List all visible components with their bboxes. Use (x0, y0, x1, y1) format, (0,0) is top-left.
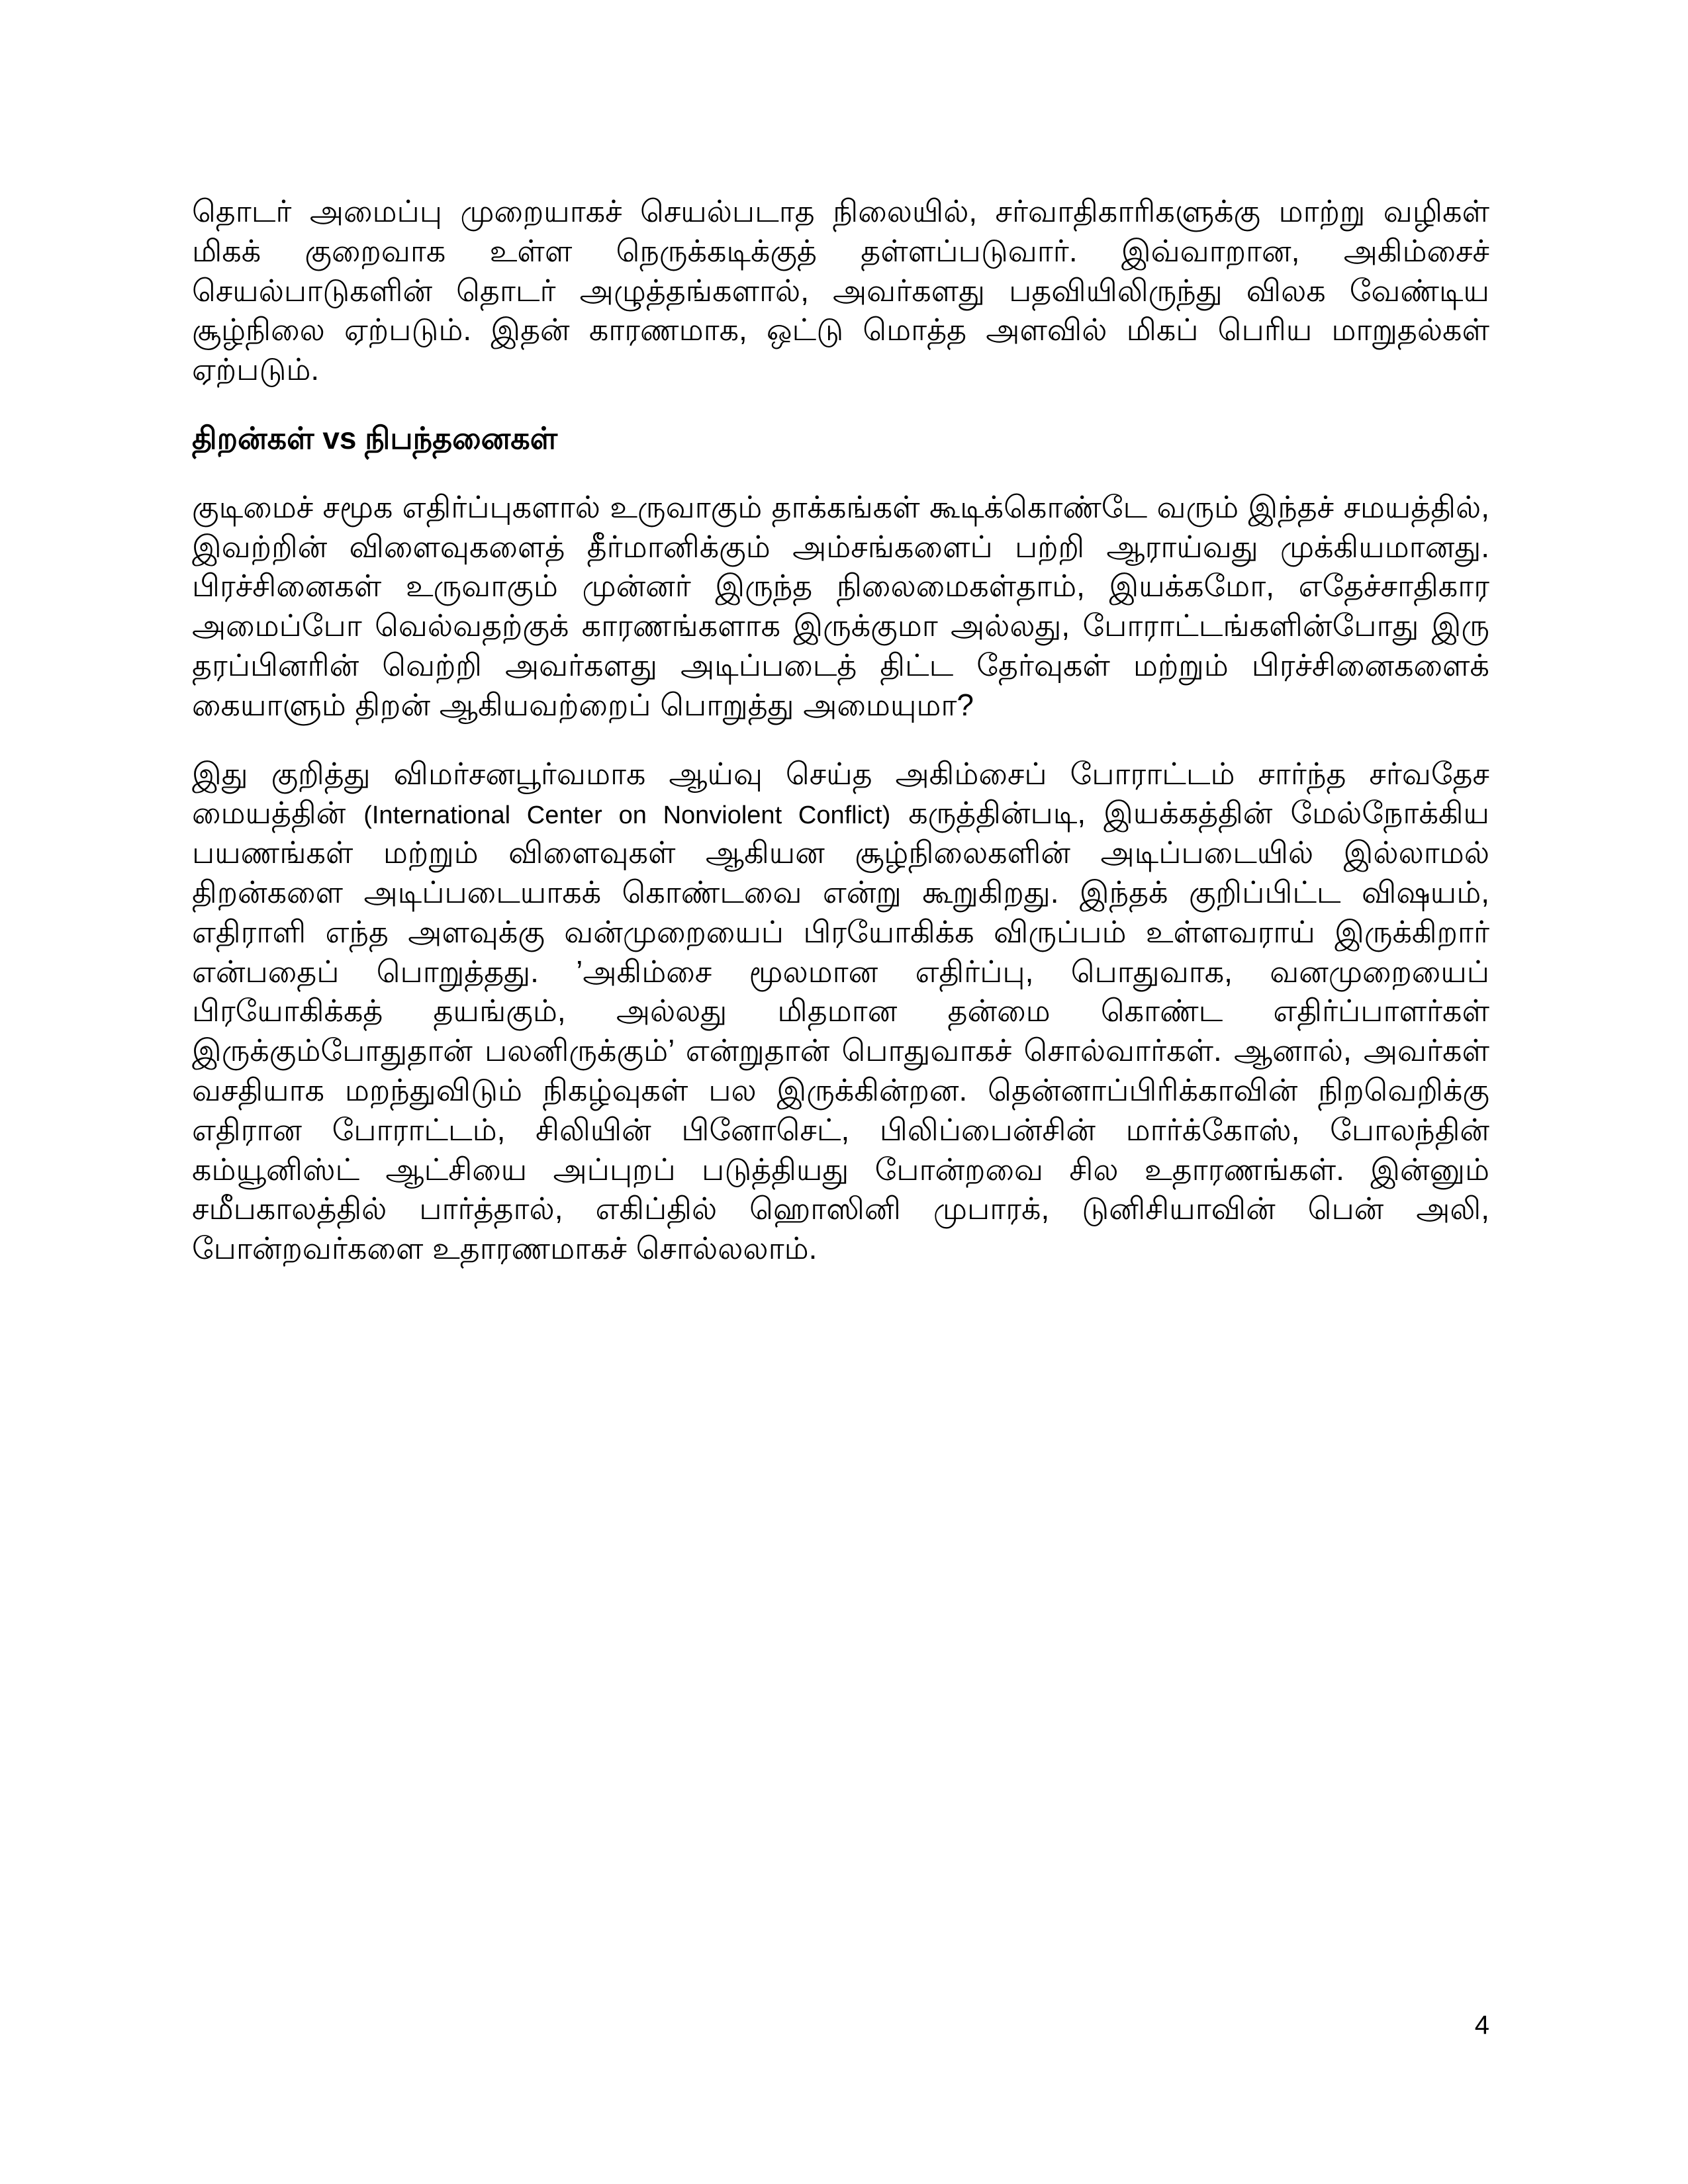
section-heading-skills-vs-conditions: திறன்கள் vs நிபந்தனைகள் (192, 420, 558, 455)
organization-name-latin: (International Center on Nonviolent Conflict) (363, 801, 891, 830)
paragraph-text-before-citation: இது குறித்து விமர்சனபூர்வமாக ஆய்வு செய்த அகிம்சைப் போராட்டம் சார்ந்த சர்வதேச மையத்தின் (192, 756, 1489, 831)
paragraph-icnc-analysis (192, 754, 1489, 1269)
document-body (192, 192, 1489, 1269)
paragraph-text-after-citation: கருத்தின்படி, இயக்கத்தின் மேல்நோக்கிய பயணங்கள் மற்றும் விளைவுகள் ஆகியன சூழ்நிலைகளின் அடிப்படையில் இல்லாமல் திறன்களை அடிப்படையாகக் கொண்டவை என்று கூறுகிறது. இந்தக் குறிப்பிட்ட விஷயம், எதிராளி எந்த அளவுக்கு வன்முறையைப் பிரயோகிக்க விருப்பம் உள்ளவராய் இருக்கிறார் என்பதைப் பொறுத்தது. ’அகிம்சை மூலமான எதிர்ப்பு, பொதுவாக, வனமுறையைப் பிரயோகிக்கத் தயங்கும், அல்லது மிதமான தன்மை கொண்ட எதிர்ப்பாளர்கள் இருக்கும்போதுதான் பலனிருக்கும்’ என்றுதான் பொதுவாகச் சொல்வார்கள். ஆனால், அவர்கள் வசதியாக மறந்துவிடும் நிகழ்வுகள் பல இருக்கின்றன. தென்னாப்பிரிக்காவின் நிறவெறிக்கு எதிரான போராட்டம், சிலியின் பினோசெட், பிலிப்பைன்சின் மார்க்கோஸ், போலந்தின் கம்யூனிஸ்ட் ஆட்சியை அப்புறப் படுத்தியது போன்றவை சில உதாரணங்கள். இன்னும் சமீபகாலத்தில் பார்த்தால், எகிப்தில் ஹொஸினி முபாரக், டுனிசியாவின் பென் அலி, போன்றவர்களை உதாரணமாகச் சொல்லலாம். (192, 796, 1489, 1266)
paragraph-impacts: குடிமைச் சமூக எதிர்ப்புகளால் உருவாகும் தாக்கங்கள் கூடிக்கொண்டே வரும் இந்தச் சமயத்தில், இவற்றின் விளைவுகளைத் தீர்மானிக்கும் அம்சங்களைப் பற்றி ஆராய்வது முக்கியமானது. பிரச்சினைகள் உருவாகும் முன்னர் இருந்த நிலைமைகள்தாம், இயக்கமோ, எதேச்சாதிகார அமைப்போ வெல்வதற்குக் காரணங்களாக இருக்குமா அல்லது, போராட்டங்களின்போது இரு தரப்பினரின் வெற்றி அவர்களது அடிப்படைத் திட்ட தேர்வுகள் மற்றும் பிரச்சினைகளைக் கையாளும் திறன் ஆகியவற்றைப் பொறுத்து அமையுமா? (192, 489, 1489, 722)
paragraph-continuation: தொடர் அமைப்பு முறையாகச் செயல்படாத நிலையில், சர்வாதிகாரிகளுக்கு மாற்று வழிகள் மிகக் குறைவாக உள்ள நெருக்கடிக்குத் தள்ளப்படுவார். இவ்வாறான, அகிம்சைச் செயல்பாடுகளின் தொடர் அழுத்தங்களால், அவர்களது பதவியிலிருந்து விலக வேண்டிய சூழ்நிலை ஏற்படும். இதன் காரணமாக, ஒட்டு மொத்த அளவில் மிகப் பெரிய மாறுதல்கள் ஏற்படும். (192, 194, 1489, 387)
page-number: 4 (1474, 2011, 1489, 2040)
